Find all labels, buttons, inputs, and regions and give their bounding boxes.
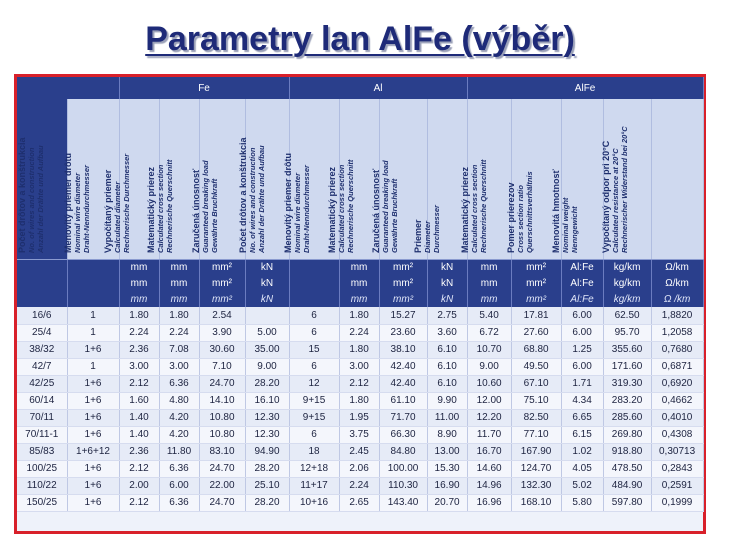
unit-cell: mm² [511,275,561,291]
column-header-translation: Calculated cross section [156,164,165,253]
column-header-translation: Draht-Nenndurchmesser [82,164,91,253]
column-header-translation: Cross section ratio [516,184,526,253]
unit-cell: mm [119,275,159,291]
column-header-translation: Rechnerischer Widerstand bei 20°C [620,125,630,253]
table-cell: 597.80 [603,494,651,511]
table-row [17,341,703,358]
table-row [17,324,703,341]
table-cell: 17.81 [511,307,561,324]
table-cell: 0,6871 [651,358,703,375]
table-cell: 2.54 [199,307,245,324]
table-cell: 16.70 [467,443,511,460]
table-cell: 42.40 [379,358,427,375]
table-cell: 124.70 [511,460,561,477]
table-cell: 283.20 [603,392,651,409]
table-cell: 285.60 [603,409,651,426]
table-cell: 24.70 [199,375,245,392]
unit-cell: mm [159,291,199,307]
unit-cell [17,259,67,275]
table-cell: 6.00 [561,307,603,324]
column-header-title: Vypočítaný odpor pri 20°C [601,140,612,253]
column-header-translation: Rechnerische Querschnitt [165,159,174,253]
table-cell: 168.10 [511,494,561,511]
table-cell: 6.00 [159,477,199,494]
table-cell: 5.40 [467,307,511,324]
table-cell: 9+15 [289,392,339,409]
table-cell: 1.02 [561,443,603,460]
column-header-translation: Guaranteed breaking load [201,159,211,253]
unit-cell: Ω /km [651,291,703,307]
conductor-code-cell: 85/83 [17,443,67,460]
unit-cell: kN [245,259,289,275]
table-cell: 2.00 [119,477,159,494]
group-header-fe: Fe [119,77,289,99]
column-header-translation: Rechnerische Durchmesser [122,153,131,253]
table-cell: 71.70 [379,409,427,426]
table-cell: 94.90 [245,443,289,460]
unit-cell: kN [427,275,467,291]
table-cell: 10.80 [199,409,245,426]
table-cell: 83.10 [199,443,245,460]
column-header-translation: Draht-Nenndurchmesser [302,164,312,253]
column-header-translation: Querschnittsverhältnis [525,170,535,253]
table-cell: 10.70 [467,341,511,358]
unit-cell: mm [119,291,159,307]
column-header-translation: Gewährte Bruchkraft [390,178,400,253]
unit-cell: Al:Fe [561,291,603,307]
table-cell: 2.12 [119,460,159,477]
table-cell: 1.80 [339,307,379,324]
unit-cell: mm [339,291,379,307]
unit-row [17,275,703,291]
unit-cell [67,259,119,275]
table-cell: 6.10 [427,341,467,358]
table-cell: 11.80 [159,443,199,460]
table-cell: 1+6 [67,392,119,409]
table-cell: 0,4308 [651,426,703,443]
table-cell: 143.40 [379,494,427,511]
table-cell: 6.65 [561,409,603,426]
table-cell: 478.50 [603,460,651,477]
table-cell: 84.80 [379,443,427,460]
table-cell: 2.75 [427,307,467,324]
column-header-title: Zaručená únosnosť [191,168,202,253]
table-cell: 1+6+12 [67,443,119,460]
table-cell: 4.34 [561,392,603,409]
table-cell: 30.60 [199,341,245,358]
table-cell: 6 [289,358,339,375]
column-header-translation: Anzahl der Drähte und Aufbau [36,144,45,253]
table-cell: 77.10 [511,426,561,443]
table-cell: 6.36 [159,494,199,511]
table-cell: 24.70 [199,460,245,477]
conductor-code-cell: 25/4 [17,324,67,341]
unit-cell: mm² [199,275,245,291]
slide-title: Parametry lan AlFe (výběr) [145,20,575,58]
table-cell: 14.96 [467,477,511,494]
table-cell: 12.00 [467,392,511,409]
column-header-title: Menovitý priemer drôtu [283,152,294,253]
conductor-code-cell: 150/25 [17,494,67,511]
table-cell: 1+6 [67,477,119,494]
table-cell: 1,8820 [651,307,703,324]
table-row [17,443,703,460]
group-header-alfe: AlFe [467,77,703,99]
unit-cell: mm [119,259,159,275]
table-cell: 1 [67,358,119,375]
column-header-translation: Gewährte Bruchkraft [210,178,220,253]
unit-cell: mm² [379,291,427,307]
table-cell: 13.00 [427,443,467,460]
table-cell: 6.36 [159,375,199,392]
table-cell: 1+6 [67,341,119,358]
unit-cell: Al:Fe [561,275,603,291]
column-header-translation: Rechnerische Querschnitt [479,159,489,253]
table-cell: 12+18 [289,460,339,477]
table-cell: 171.60 [603,358,651,375]
table-cell: 16.96 [467,494,511,511]
conductor-code-cell: 110/22 [17,477,67,494]
table-cell: 3.60 [427,324,467,341]
table-cell: 5.80 [561,494,603,511]
table-cell: 9.00 [467,358,511,375]
unit-cell: mm [159,259,199,275]
table-cell: 6.72 [467,324,511,341]
table-cell: 4.80 [159,392,199,409]
table-cell: 28.20 [245,460,289,477]
table-cell: 6.10 [427,358,467,375]
column-header-title: Zaručená únosnosť [371,168,382,253]
table-cell: 0,2843 [651,460,703,477]
table-cell: 12 [289,375,339,392]
column-header-14 [601,99,703,259]
table-cell: 3.00 [159,358,199,375]
unit-cell: kg/km [603,291,651,307]
table-cell [245,307,289,324]
unit-cell: Al:Fe [561,259,603,275]
table-cell: 20.70 [427,494,467,511]
table-cell: 0,7680 [651,341,703,358]
table-row [17,392,703,409]
table-cell: 16.90 [427,477,467,494]
column-header-title: Priemer [413,218,424,253]
unit-cell: mm² [199,259,245,275]
table-cell: 0,6920 [651,375,703,392]
table-cell: 1.60 [119,392,159,409]
table-cell: 1+6 [67,409,119,426]
unit-cell: mm² [379,275,427,291]
table-cell: 22.00 [199,477,245,494]
table-cell: 11.00 [427,409,467,426]
column-header-title: Matematický prierez [327,166,338,253]
table-cell: 0,4010 [651,409,703,426]
table-cell: 9+15 [289,409,339,426]
table-row [17,358,703,375]
table-cell: 3.90 [199,324,245,341]
unit-cell: mm² [199,291,245,307]
table-row [17,307,703,324]
unit-cell: mm² [511,291,561,307]
table-row [17,409,703,426]
unit-cell: mm [467,259,511,275]
unit-cell: mm [467,275,511,291]
table-cell: 918.80 [603,443,651,460]
table-cell: 49.50 [511,358,561,375]
unit-cell [17,291,67,307]
unit-cell: Ω/km [651,259,703,275]
table-cell: 6.00 [561,358,603,375]
conductor-code-cell: 70/11 [17,409,67,426]
table-cell: 27.60 [511,324,561,341]
table-cell: 62.50 [603,307,651,324]
unit-cell [289,259,339,275]
table-row [17,375,703,392]
table-row [17,494,703,511]
table-cell: 0,1999 [651,494,703,511]
unit-cell [17,275,67,291]
table-cell: 1+6 [67,460,119,477]
table-cell: 0,2591 [651,477,703,494]
column-header-title: Vypočítaný priemer [103,169,113,253]
table-photo [14,74,706,534]
table-cell: 6 [289,307,339,324]
table-cell: 2.12 [339,375,379,392]
table-cell: 4.05 [561,460,603,477]
unit-cell: kN [245,291,289,307]
unit-cell [289,291,339,307]
table-cell: 9.90 [427,392,467,409]
table-cell: 5.02 [561,477,603,494]
column-header-title: Menovitý priemer drôtu [63,152,73,253]
unit-cell [67,291,119,307]
table-cell: 6.36 [159,460,199,477]
table-cell: 12.30 [245,426,289,443]
table-cell: 15.27 [379,307,427,324]
table-cell: 132.30 [511,477,561,494]
table-cell: 10.60 [467,375,511,392]
table-cell: 25.10 [245,477,289,494]
table-cell: 2.12 [119,375,159,392]
column-header-translation: Nenngewicht [570,205,580,253]
table-cell: 1+6 [67,375,119,392]
column-header-translation: Calculated cross section [337,164,347,253]
conductor-code-cell: 60/14 [17,392,67,409]
table-cell: 95.70 [603,324,651,341]
table-cell: 5.00 [245,324,289,341]
table-cell: 2.12 [119,494,159,511]
table-cell: 42.40 [379,375,427,392]
table-cell: 10.80 [199,426,245,443]
table-cell: 15.30 [427,460,467,477]
column-header-translation: Anzahl der Drähte und Aufbau [257,144,267,253]
table-cell: 14.10 [199,392,245,409]
table-row [17,426,703,443]
table-cell: 2.24 [339,324,379,341]
table-cell: 15 [289,341,339,358]
unit-cell [289,275,339,291]
table-cell: 12.20 [467,409,511,426]
table-cell: 10+16 [289,494,339,511]
table-cell: 82.50 [511,409,561,426]
table-cell: 18 [289,443,339,460]
unit-cell: mm² [379,259,427,275]
table-cell: 3.75 [339,426,379,443]
table-cell: 7.10 [199,358,245,375]
column-header-title: Matematický prierez [460,166,471,253]
column-header-translation: Guaranteed breaking load [381,159,391,253]
table-cell: 38.10 [379,341,427,358]
table-cell: 11+17 [289,477,339,494]
table-cell: 319.30 [603,375,651,392]
unit-row [17,291,703,307]
table-cell: 6 [289,426,339,443]
unit-cell: mm² [511,259,561,275]
table-cell: 0,30713 [651,443,703,460]
unit-cell: mm [467,291,511,307]
conductor-code-cell: 38/32 [17,341,67,358]
column-header-title: Počet drôtov a konštrukcia [17,136,27,253]
group-header-al: Al [289,77,467,99]
column-header-title: Pomer prierezov [506,181,517,253]
table-cell: 16.10 [245,392,289,409]
column-header-translation: No. of wires and construction [27,147,36,253]
table-cell: 68.80 [511,341,561,358]
table-cell: 1.40 [119,426,159,443]
table-cell: 28.20 [245,375,289,392]
column-header-translation: Diameter [423,220,433,253]
table-cell: 484.90 [603,477,651,494]
table-cell: 3.00 [339,358,379,375]
table-cell: 0,4662 [651,392,703,409]
table-cell: 2.24 [159,324,199,341]
table-cell: 12.30 [245,409,289,426]
column-header-translation: Durchmesser [432,204,442,253]
table-cell: 67.10 [511,375,561,392]
unit-cell: kN [427,291,467,307]
column-header-title: Menovitá hmotnosť [551,168,562,253]
table-cell: 1,2058 [651,324,703,341]
table-cell: 6.15 [561,426,603,443]
table-cell: 1.71 [561,375,603,392]
table-row [17,460,703,477]
table-cell: 110.30 [379,477,427,494]
table-cell: 1.80 [339,392,379,409]
column-header-title: Počet drôtov a konštrukcia [238,136,249,253]
table-cell: 2.06 [339,460,379,477]
table-cell: 6 [289,324,339,341]
table-cell: 1.80 [339,341,379,358]
table-cell: 100.00 [379,460,427,477]
table-cell: 9.00 [245,358,289,375]
table-cell: 2.36 [119,341,159,358]
table-cell: 1.25 [561,341,603,358]
unit-cell: mm [339,259,379,275]
unit-cell: Ω/km [651,275,703,291]
column-header-translation: Rechnerische Querschnitt [346,159,356,253]
table-cell: 4.20 [159,426,199,443]
table-cell: 2.45 [339,443,379,460]
table-cell: 7.08 [159,341,199,358]
table-cell: 2.36 [119,443,159,460]
table-cell: 4.20 [159,409,199,426]
column-header-translation: Calculated diameter [113,181,122,253]
table-row [17,477,703,494]
table-cell: 14.60 [467,460,511,477]
table-cell: 1 [67,307,119,324]
table-cell: 61.10 [379,392,427,409]
table-cell: 35.00 [245,341,289,358]
table-cell: 1.40 [119,409,159,426]
table-cell: 24.70 [199,494,245,511]
conductor-code-cell: 42/25 [17,375,67,392]
column-header-translation: Nominal wire diameter [73,172,82,253]
table-cell: 75.10 [511,392,561,409]
table-cell: 1.80 [119,307,159,324]
table-cell: 1 [67,324,119,341]
column-header-translation: Nominal weight [561,197,571,253]
unit-cell [67,275,119,291]
table-cell: 6.00 [561,324,603,341]
unit-cell: mm [159,275,199,291]
parameters-table [17,77,704,512]
unit-cell: kN [245,275,289,291]
table-cell: 28.20 [245,494,289,511]
unit-cell: kg/km [603,259,651,275]
column-header-translation: No. of wires and construction [248,147,258,253]
column-header-translation: Calculated resistance at 20°C [611,147,621,253]
unit-cell: mm [339,275,379,291]
unit-cell: kN [427,259,467,275]
column-header-translation: Calculated cross section [470,164,480,253]
unit-cell: kg/km [603,275,651,291]
table-cell: 1+6 [67,426,119,443]
table-cell: 23.60 [379,324,427,341]
table-cell: 167.90 [511,443,561,460]
conductor-code-cell: 100/25 [17,460,67,477]
conductor-code-cell: 16/6 [17,307,67,324]
table-cell: 1.80 [159,307,199,324]
table-cell: 66.30 [379,426,427,443]
conductor-code-cell: 70/11-1 [17,426,67,443]
column-header-title: Matematický prierez [146,166,156,253]
table-cell: 6.10 [427,375,467,392]
column-header-translation: Nominal wire diameter [293,172,303,253]
table-cell: 2.24 [119,324,159,341]
unit-row [17,259,703,275]
table-cell: 355.60 [603,341,651,358]
table-cell: 11.70 [467,426,511,443]
table-cell: 1+6 [67,494,119,511]
table-cell: 2.24 [339,477,379,494]
table-cell: 269.80 [603,426,651,443]
table-cell: 8.90 [427,426,467,443]
table-cell: 3.00 [119,358,159,375]
table-cell: 1.95 [339,409,379,426]
table-cell: 2.65 [339,494,379,511]
conductor-code-cell: 42/7 [17,358,67,375]
group-header-blank [17,77,119,99]
